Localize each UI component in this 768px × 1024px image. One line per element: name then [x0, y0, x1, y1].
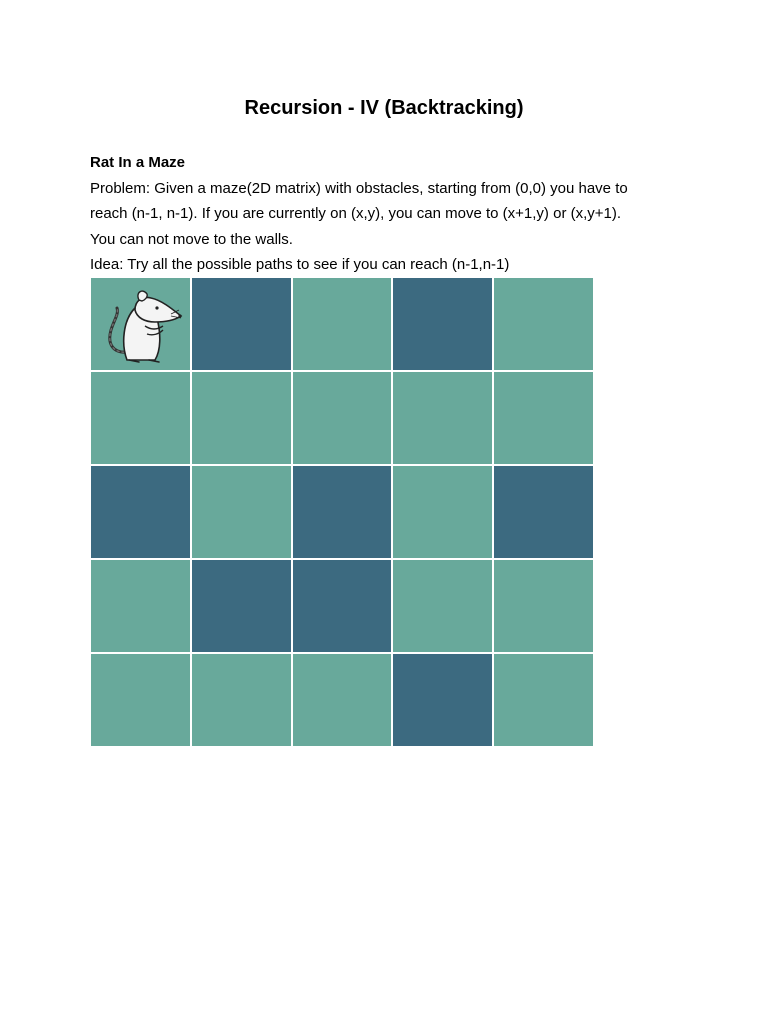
maze-cell-open — [293, 654, 392, 746]
maze-cell-open — [393, 372, 492, 464]
problem-text-line-1: Problem: Given a maze(2D matrix) with obstacles, starting from (0,0) you have to — [90, 179, 628, 197]
maze-cell-open — [91, 278, 190, 370]
page-title: Recursion - IV (Backtracking) — [244, 97, 524, 119]
maze-cell-wall — [293, 560, 392, 652]
maze-cell-open — [393, 466, 492, 558]
maze-cell-wall — [91, 466, 190, 558]
maze-cell-open — [494, 654, 593, 746]
rat-icon — [99, 284, 183, 366]
section-heading: Rat In a Maze — [90, 154, 186, 171]
maze-cell-wall — [494, 466, 593, 558]
maze-cell-open — [293, 372, 392, 464]
maze-grid — [91, 278, 593, 746]
problem-text-line-3: You can not move to the walls. — [90, 230, 293, 248]
problem-text-line-2: reach (n-1, n-1). If you are currently on (x,y), you can move to (x+1,y) or (x,y+1). — [90, 205, 622, 222]
maze-cell-wall — [192, 560, 291, 652]
maze-cell-open — [91, 654, 190, 746]
problem-description — [90, 150, 690, 278]
maze-cell-wall — [293, 466, 392, 558]
maze-cell-open — [91, 372, 190, 464]
maze-cell-open — [393, 560, 492, 652]
maze-cell-open — [192, 654, 291, 746]
maze-cell-open — [192, 466, 291, 558]
maze-cell-open — [494, 278, 593, 370]
idea-text: Idea: Try all the possible paths to see if you can reach (n-1,n-1) — [90, 256, 510, 273]
maze-cell-open — [192, 372, 291, 464]
maze-cell-open — [293, 278, 392, 370]
maze-cell-wall — [393, 278, 492, 370]
maze-cell-open — [494, 560, 593, 652]
maze-cell-open — [494, 372, 593, 464]
maze-cell-wall — [192, 278, 291, 370]
maze-cell-open — [91, 560, 190, 652]
maze-cell-wall — [393, 654, 492, 746]
